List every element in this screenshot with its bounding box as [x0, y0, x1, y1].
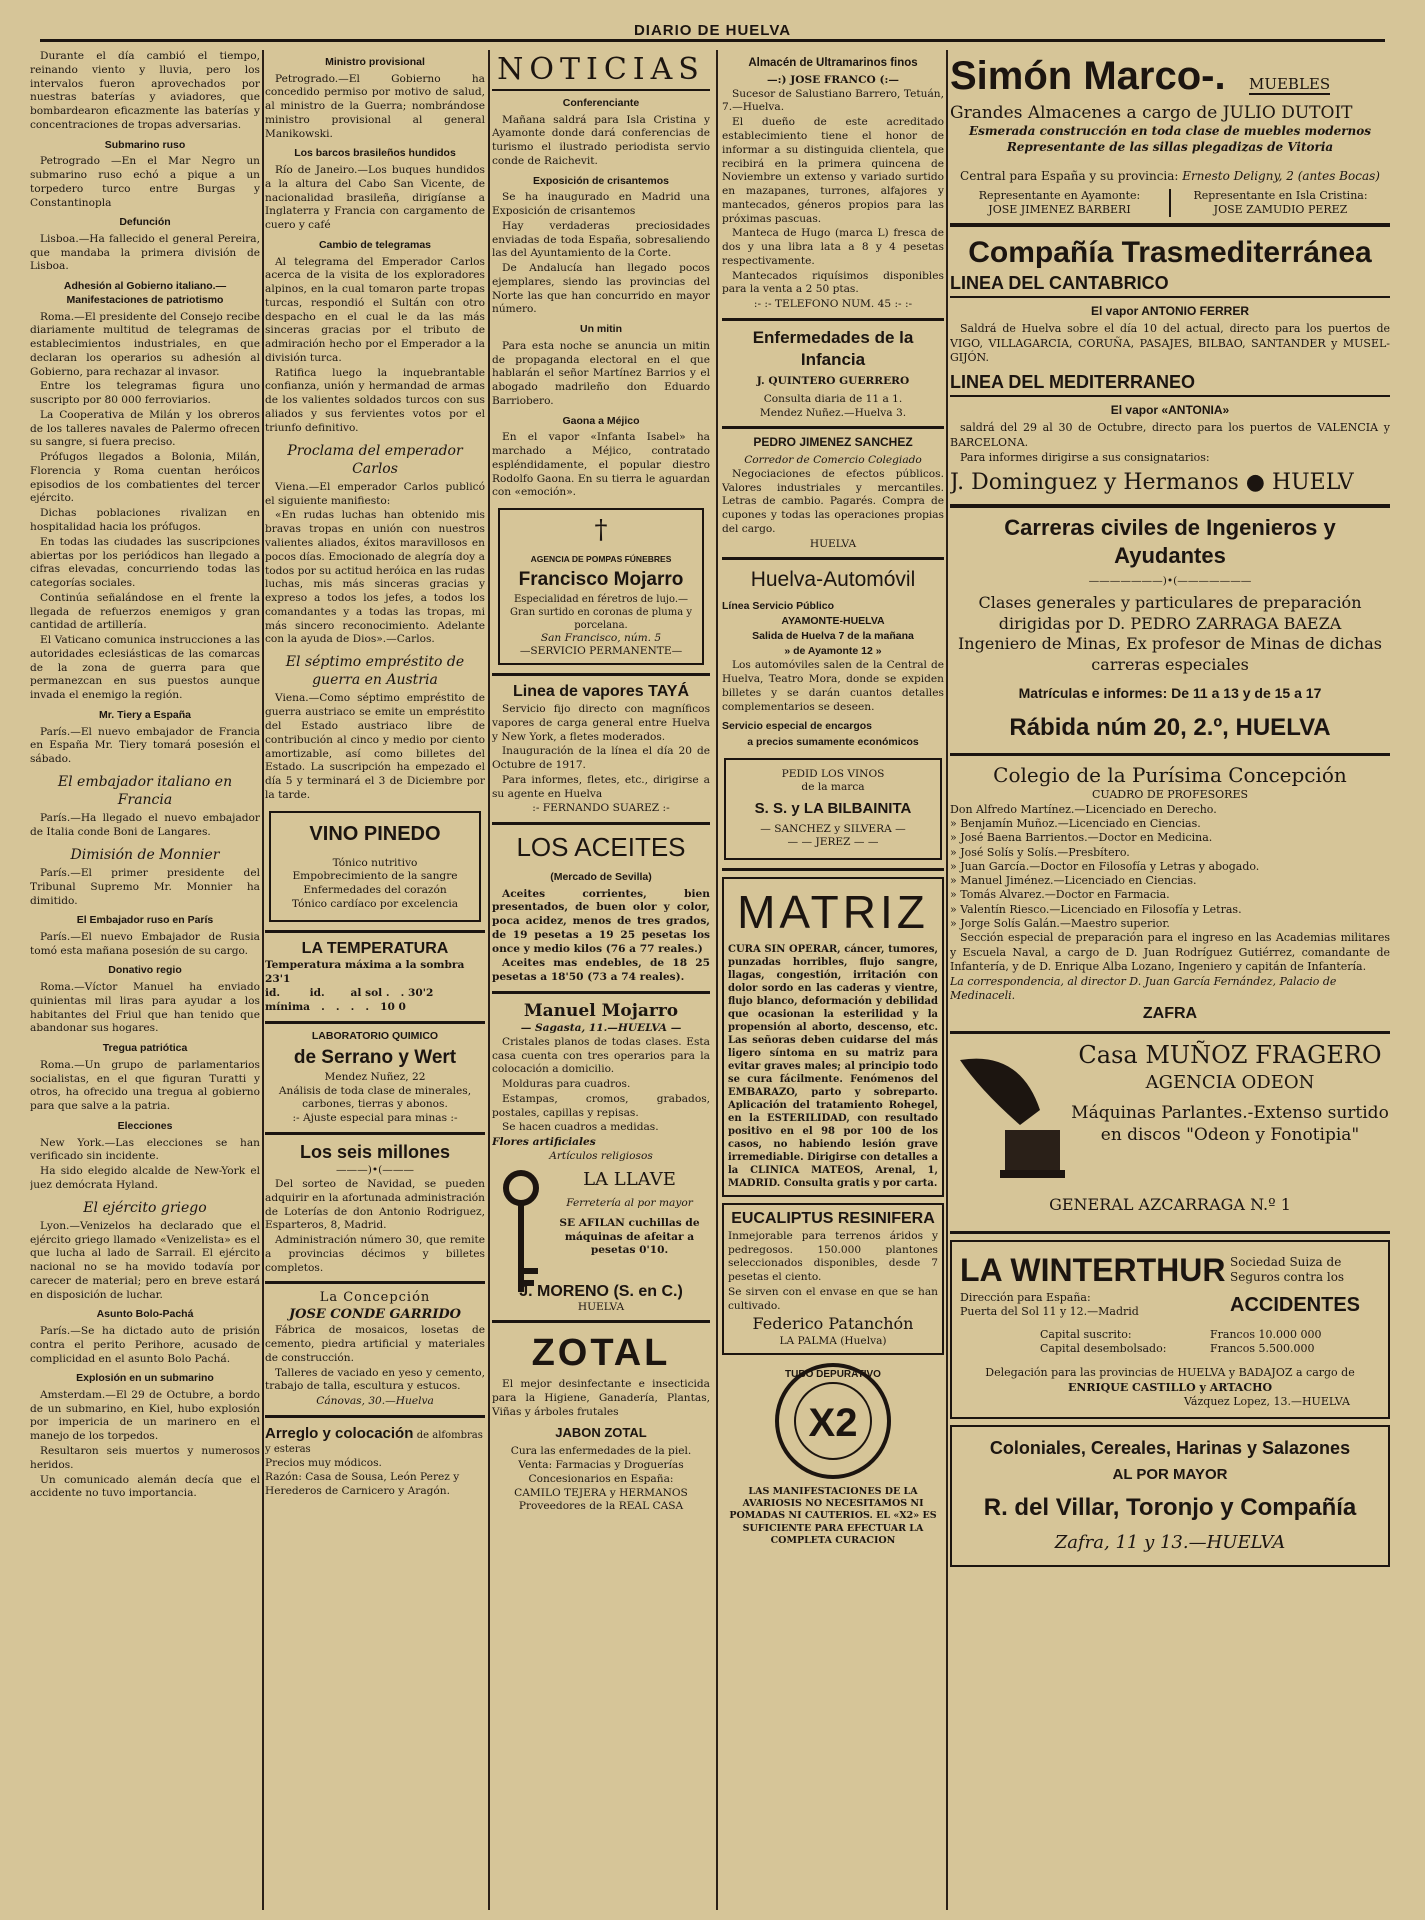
ad-line: Mendez Nuñez.—Huelva 3. — [759, 406, 907, 419]
article-heading: Proclama del emperador Carlos — [287, 442, 463, 477]
ad-city: HUELV — [1271, 470, 1354, 496]
ad-line: Ferretería al por mayor — [566, 1197, 693, 1210]
ad-title: EUCALIPTUS RESINIFERA — [731, 1209, 935, 1227]
ad-almacen — [722, 56, 944, 312]
ad-winterthur — [950, 1240, 1390, 1420]
ad-line: JOSE ZAMUDIO PEREZ — [1213, 203, 1348, 217]
ad-title: ZOTAL — [531, 1331, 671, 1374]
ad-sub: Línea Servicio Público — [722, 599, 835, 612]
ad-line: Consulta diaria de 11 a 1. — [763, 392, 903, 405]
ad-line: Servicio especial de encargos — [722, 720, 872, 733]
article-heading: El embajador italiano en Francia — [57, 773, 233, 809]
ad-text: Sección especial de preparación para el ingreso en las Academias militares y Escuela Naval, a cargo de D. Juan Rodríguez Gutiérrez, comandante de Infantería, y de D. Enrique Alba Lozano, Ingeniero y capitán de Infantería. — [950, 931, 1390, 973]
ad-seis-millones — [265, 1141, 485, 1276]
article-paragraph: Viena.—El emperador Carlos publicó el siguiente manifiesto: — [265, 480, 485, 507]
column-rule — [716, 50, 718, 1910]
temperature-max: Temperatura máxima a la sombra 23'1 — [265, 959, 465, 986]
ad-title: Arreglo y colocación — [265, 1424, 414, 1442]
ad-text: LAS MANIFESTACIONES DE LA AVARIOSIS NO NECESITAMOS NI POMADAS NI CAUTERIOS. EL «X2» ES SUFICIENTE PARA EFECTUAR LA COMPLETA CURACION — [729, 1485, 937, 1547]
x2-seal-ring: TUBO DEPURATIVO — [785, 1368, 881, 1380]
divider — [265, 1021, 485, 1024]
ad-text: Administración número 30, que remite a provincias décimos y billetes completos. — [265, 1234, 485, 1274]
ad-title: Compañía Trasmediterránea — [968, 236, 1372, 270]
article-paragraph: Al telegrama del Emperador Carlos acerca de la visita de los exploradores alpinos, en la cual tomaron parte tropas turcas, respondió el Sultán con otro despacho en el cual le da las más sinceras gracias por el tributo de admiración hecho por el Emperador a la división turca. — [265, 255, 485, 364]
ad-title: Carreras civiles de Ingenieros y Ayudantes — [1004, 514, 1336, 569]
article-paragraph: Entre los telegramas figura uno suscripto por 80 000 ferroviarios. — [30, 380, 260, 407]
article-heading: Gaona a Méjico — [562, 414, 640, 427]
article-paragraph: New York.—Las elecciones se han verificado sin incidente. — [30, 1136, 260, 1163]
ad-text: Matrículas e informes: De 11 a 13 y de 15 a 17 — [1018, 684, 1322, 701]
divider — [492, 673, 710, 676]
divider — [492, 1320, 710, 1323]
ad-line: El vapor ANTONIO FERRER — [1090, 303, 1250, 318]
ad-text: Molduras para cuadros. — [502, 1078, 631, 1091]
ad-sub: JABON ZOTAL — [555, 1425, 647, 1441]
temperature-sun: id. id. al sol . . 30'2 — [265, 986, 434, 999]
ad-line: Capital desembolsado: — [1040, 1342, 1167, 1356]
ad-sub: AL POR MAYOR — [1112, 1465, 1228, 1483]
ad-text: Clases generales y particulares de preparación dirigidas por D. PEDRO ZARRAGA BAEZA — [978, 592, 1362, 633]
article-heading: El Embajador ruso en París — [76, 914, 214, 927]
article-paragraph: Prófugos llegados a Bolonia, Milán, Florencia y Roma cuentan heróicos episodios de los combatientes del tercer ejército. — [30, 451, 260, 505]
ad-name: Francisco Mojarro — [518, 569, 684, 591]
ad-title: Enfermedades de la Infancia — [752, 327, 914, 370]
ad-text: Razón: Casa de Sousa, León Perez y Herederos de Carnicero y Aragón. — [265, 1470, 460, 1497]
article-paragraph: En el vapor «Infanta Isabel» ha marchado a Méjico, contratado espléndidamente, el popular diestro Rodolfo Gaona. En su tierra le aguardan con «emoción». — [492, 431, 710, 499]
ad-matriz — [722, 877, 944, 1197]
ad-text: Especialidad en féretros de lujo.—Gran surtido en coronas de pluma y porcelana. — [509, 593, 692, 631]
article-paragraph: Ha sido elegido alcalde de New-York el juez demócrata Hyland. — [30, 1165, 260, 1191]
ad-text: Servicio fijo directo con magníficos vapores de carga general entre Huelva y New York, a fletes moderados. — [492, 703, 710, 743]
ad-text: Estampas, cromos, grabados, postales, capillas y repisas. — [492, 1092, 710, 1119]
divider — [492, 991, 710, 994]
ad-line: Francos 5.500.000 — [1210, 1342, 1315, 1356]
article-paragraph: Lyon.—Venizelos ha declarado que el ejército griego llamado «Venizelista» es el que lucha al lado de Sarrail. El ejército nacional no se ha movido todavía por carecer de material; pero en breve estará en disposición de luchar. — [30, 1219, 260, 1301]
ad-line: Máquinas Parlantes.-Extenso surtido — [1071, 1103, 1389, 1124]
ad-side: MUEBLES — [1248, 75, 1331, 93]
ad-munoz-fragero — [950, 1040, 1390, 1225]
ad-line: — — JEREZ — — — [787, 836, 879, 849]
ad-sub: AGENCIA DE POMPAS FÚNEBRES — [530, 553, 672, 564]
article-heading: Tregua patriótica — [102, 1042, 188, 1055]
temperature-min: mínima . . . . 10 0 — [265, 1000, 406, 1013]
article-paragraph: París.—Se ha dictado auto de prisión contra el perito Perihore, acusado de complicidad en el asunto Bolo Pachá. — [30, 1324, 260, 1365]
ad-x2 — [722, 1361, 944, 1547]
ad-line: Esmerada construcción en toda clase de muebles modernos — [968, 124, 1372, 139]
article-heading: Mr. Tiery a España — [98, 708, 192, 721]
ad-text: Análisis de toda clase de minerales, carbones, tierras y abonos. — [278, 1084, 472, 1111]
ad-sub: Corredor de Comercio Colegiado — [744, 454, 922, 467]
bullet-icon: ● — [1245, 470, 1265, 496]
ad-text: ENRIQUE CASTILLO y ARTACHO — [1067, 1380, 1273, 1394]
ad-title: LA WINTERTHUR — [960, 1251, 1226, 1288]
ad-text: Fábrica de mosaicos, losetas de cemento, piedra artificial y materiales de construcción. — [265, 1324, 485, 1364]
professor-item: » Benjamín Muñoz.—Licenciado en Ciencias. — [950, 816, 1201, 830]
column-rule — [488, 50, 490, 1910]
x2-seal-icon — [758, 1361, 908, 1481]
ad-name: J. Dominguez y Hermanos — [950, 470, 1239, 496]
ad-text: Cura las enfermedades de la piel. — [510, 1445, 692, 1458]
ad-address: San Francisco, núm. 5 — [540, 631, 662, 644]
ad-agent: :- FERNANDO SUAREZ :- — [532, 802, 670, 815]
ad-city: HUELVA — [577, 1300, 625, 1313]
ad-text: Vázquez Lopez, 13.—HUELVA — [1183, 1394, 1350, 1408]
divider — [950, 223, 1390, 227]
ad-title: VINO PINEDO — [309, 822, 441, 845]
ad-title: Linea de vapores TAYÁ — [512, 683, 690, 701]
news-column-1 — [30, 50, 260, 1910]
ad-line: Tónico cardíaco por excelencia — [291, 897, 459, 910]
ad-line: Francos 10.000 000 — [1210, 1327, 1322, 1341]
ad-manuel-mojarro — [492, 1000, 710, 1164]
ad-city: ZAFRA — [1142, 1004, 1198, 1022]
ad-vinos — [724, 758, 942, 861]
ad-address: GENERAL AZCARRAGA N.º 1 — [1049, 1194, 1291, 1214]
divider — [265, 1132, 485, 1135]
article-paragraph: Roma.—El presidente del Consejo recibe diariamente multitud de telegramas de establecimientos industriales, en que declaran los operarios su adhesión al Gobierno, para rechazar al invasor. — [30, 310, 260, 378]
article-heading: Elecciones — [117, 1119, 173, 1132]
ad-text: Aceites corrientes, bien presentados, de buen olor y color, poca acidez, menos de tres grados, de 19 pesetas a 19 25 pesetas los once y medio kilos (76 a 77 reales.) — [492, 887, 710, 955]
ad-title: Casa MUÑOZ FRAGERO — [1078, 1040, 1382, 1069]
article-heading: Asunto Bolo-Pachá — [96, 1308, 194, 1321]
ad-line: Tónico nutritivo — [332, 856, 418, 869]
ad-enfermedades — [722, 327, 944, 420]
professor-item: » José Solís y Solís.—Presbítero. — [950, 845, 1130, 859]
ad-title: Los seis millones — [299, 1141, 451, 1162]
ad-zotal — [492, 1329, 710, 1514]
ad-simon-marco — [950, 50, 1390, 217]
ad-address: Cánovas, 30.—Huelva — [316, 1395, 434, 1408]
ad-address: — Sagasta, 11.—HUELVA — — [520, 1022, 682, 1035]
article-paragraph: Petrogrado —En el Mar Negro un submarino ruso echó a pique a un torpedero turco entre Burgas y Constantinopla — [30, 155, 260, 209]
ornament-icon: ———————)•(——————— — [1088, 575, 1252, 587]
ad-text: Manteca de Hugo (marca L) fresca de dos y una libra lata a 8 y 4 pesetas respectivamente. — [722, 227, 944, 267]
ad-title: Coloniales, Cereales, Harinas y Salazones — [989, 1438, 1351, 1459]
ad-sub: CUADRO DE PROFESORES — [1091, 788, 1249, 802]
divider — [722, 557, 944, 560]
article-heading: Conferenciante — [562, 97, 640, 109]
ad-coloniales — [950, 1425, 1390, 1566]
ad-text: Precios muy módicos. — [265, 1457, 382, 1470]
divider — [950, 1231, 1390, 1234]
article-heading: El ejército griego — [83, 1199, 207, 1216]
ad-colegio — [950, 762, 1390, 1024]
article-paragraph: Ratifica luego la inquebrantable confianza, unión y hermandad de armas de los valientes soldados turcos con sus aliados y sus fervientes votos por el triunfo definitivo. — [265, 366, 485, 434]
ad-title: Huelva-Automóvil — [750, 568, 916, 592]
article-heading: Explosión en un submarino — [76, 1372, 214, 1385]
divider — [492, 822, 710, 825]
professor-item: » Manuel Jiménez.—Licenciado en Ciencias. — [950, 874, 1197, 888]
ad-separator: ———)•(——— — [335, 1164, 415, 1177]
ad-text: Saldrá de Huelva sobre el día 10 del actual, directo para los puertos de VIGO, VILLAGARCIA, CORUÑA, PASAJES, BILBAO, SANTANDER y MUSEL-GIJÓN. — [950, 322, 1390, 365]
article-paragraph: Petrogrado.—El Gobierno ha concedido permiso por motivo de salud, al ministro de la Guerra; nombrándose ministro provisional al general Manikowski. — [265, 72, 485, 140]
ad-aceites — [492, 831, 710, 985]
ad-title: S. S. y LA BILBAINITA — [754, 800, 912, 818]
x2-seal-text: X2 — [808, 1400, 858, 1445]
ad-name: R. del Villar, Toronjo y Compañía — [983, 1494, 1357, 1522]
article-paragraph: El Vaticano comunica instrucciones a las autoridades eclesiásticas de las comarcas de la zona de guerra para que permanezcan en sus puestos aunque invada el enemigo la región. — [30, 634, 260, 702]
article-paragraph: «En rudas luchas han obtenido mis bravas tropas en unión con nuestros valientes aliados, éxitos maravillosos en pocos días. Emocionado de alegría doy a todos por su actitud heróica en las rudas luchas, mis más sinceras gracias y expreso a todos los jefes, a todos los comandantes y a todas las tropas, mi más sincero reconocimiento. Adelante con la ayuda de Dios».—Carlos. — [265, 509, 485, 646]
ad-text: Los automóviles salen de la Central de Huelva, Teatro Mora, donde se expiden billetes y se darán cuantos detalles complementarios se deseen. — [722, 659, 944, 713]
article-paragraph: En todas las ciudades las suscripciones abiertas por los periódicos han llegado a cifras elevadas, concurriendo todas las categorías sociales. — [30, 535, 260, 590]
ad-line: Flores artificiales — [492, 1136, 596, 1149]
ad-title: La Concepción — [319, 1290, 431, 1306]
ad-text: El mejor desinfectante e insecticida para la Higiene, Ganadería, Plantas, Viñas y árboles frutales — [492, 1378, 710, 1418]
ad-line: Enfermedades del corazón — [303, 884, 447, 897]
ad-name: —:) JOSE FRANCO (:— — [767, 73, 899, 86]
ad-line: LINEA DEL CANTABRICO — [950, 272, 1390, 297]
ad-text: CURA SIN OPERAR, cáncer, tumores, punzadas horribles, flujo sangre, llagas, congestión, irritación con dolor sordo en las caderas y vientre, flujo blanco, deformación y debilidad que ocasionan la esterilidad y la propensión al aborto, descenso, etc. Las señoras deben cuidarse del más ligero síntoma en su matriz para evitar graves males; al principio todo se cura fácilmente. Fenómenos del EMBARAZO, parto y sobreparto. Aplicación del tratamiento Rohegel, en la ESTERILIDAD, con resultado positivo en el 98 por 100 de los casos, no habiendo lesión grave irremediable. Dirigirse con detalles a la CLINICA MATEOS, Arenal, 1, MADRID. Consulta gratis y por carta. — [728, 943, 938, 1189]
ad-phone: :- :- TELEFONO NUM. 45 :- :- — [753, 298, 913, 311]
ad-line: Puerta del Sol 11 y 12.—Madrid — [960, 1305, 1139, 1319]
professor-item: » Juan García.—Doctor en Filosofía y Letras y abogado. — [950, 859, 1260, 873]
noticias-title: NOTICIAS — [492, 50, 710, 91]
article-paragraph: Viena.—Como séptimo empréstito de guerra austriaco se emite un empréstito del Estado austriaco libre de contribución al cinco y medio por ciento amortizable, así como billetes del Estado. La suscripción ha empezado el día 5 y terminará el 3 de Diciembre por la tarde. — [265, 692, 485, 801]
noticias-articles — [492, 97, 710, 500]
ad-title: LOS ACEITES — [516, 832, 686, 863]
ad-address: Zafra, 11 y 13.—HUELVA — [1054, 1532, 1286, 1554]
ad-name: JOSE CONDE GARRIDO — [288, 1307, 462, 1323]
article-heading: Submarino ruso — [104, 138, 186, 151]
ad-text: Para informes dirigirse a sus consignatarios: — [960, 450, 1210, 464]
column-rule — [262, 50, 264, 1910]
article-paragraph: Resultaron seis muertos y numerosos heridos. — [30, 1444, 260, 1471]
ad-text: Cristales planos de todas clases. Esta casa cuenta con tres operarios para la colocación a domicilio. — [492, 1035, 710, 1076]
ad-text: Venta: Farmacias y Droguerías — [518, 1459, 684, 1472]
ad-text: Se hacen cuadros a medidas. — [502, 1121, 659, 1134]
ad-sub: (Mercado de Sevilla) — [550, 870, 652, 883]
ad-line: Capital suscrito: — [1040, 1327, 1132, 1341]
professor-item: Don Alfredo Martínez.—Licenciado en Derecho. — [950, 802, 1217, 816]
ad-line: Representante en Ayamonte: — [978, 188, 1141, 202]
ad-line: JOSE JIMENEZ BARBERI — [988, 203, 1131, 217]
news-column-4 — [722, 50, 944, 1910]
article-heading: El séptimo empréstito de guerra en Austria — [285, 654, 465, 689]
article-paragraph: París.—El primer presidente del Tribunal Supremo Mr. Monnier ha dimitido. — [30, 866, 260, 907]
article-paragraph: Para esta noche se anuncia un mitin de propaganda electoral en el que hablarán el señor Martínez Barrios y el abogado madrileño don Eduardo Barriobero. — [492, 339, 710, 407]
ad-text: saldrá del 29 al 30 de Octubre, directo para los puertos de VALENCIA y BARCELONA. — [950, 421, 1390, 449]
ad-line: Grandes Almacenes a cargo de JULIO DUTOIT — [950, 103, 1353, 123]
ad-title: PEDRO JIMENEZ SANCHEZ — [753, 435, 913, 450]
ad-title: Colegio de la Purísima Concepción — [993, 763, 1347, 788]
ad-name: Federico Patanchón — [752, 1314, 914, 1334]
news-column-2 — [265, 50, 485, 1910]
divider — [950, 753, 1390, 756]
cross-icon: † — [594, 515, 608, 546]
ad-huelva-automovil — [722, 566, 944, 749]
article-paragraph: Un comunicado alemán decía que el accidente no tuvo importancia. — [30, 1473, 260, 1500]
temperature-title: LA TEMPERATURA — [301, 939, 449, 957]
ad-text: Proveedores de la REAL CASA — [518, 1500, 684, 1513]
ad-text: Sucesor de Salustiano Barrero, Tetuán, 7.—Huelva. — [722, 87, 944, 114]
ad-line: — SANCHEZ y SILVERA — — [760, 822, 906, 835]
article-heading: Los barcos brasileños hundidos — [294, 147, 456, 160]
article-heading: Cambio de telegramas — [318, 238, 432, 251]
divider — [722, 318, 944, 321]
ad-side: de alfombras y esteras — [265, 1429, 483, 1456]
ad-line: SE AFILAN cuchillas de máquinas de afeitar a pesetas 0'10. — [559, 1216, 700, 1257]
divider — [722, 426, 944, 429]
ad-taya — [492, 682, 710, 816]
ad-title: MATRIZ — [737, 886, 929, 939]
article-heading: Exposición de crisantemos — [533, 174, 669, 187]
article-paragraph: Mañana saldrá para Isla Cristina y Ayamonte donde dará conferencias de turismo el ilustrado periodista servio conde de Raichevit. — [492, 113, 710, 167]
ad-name: J. MORENO (S. en C.) — [519, 1282, 683, 1300]
ad-text: Mantecados riquísimos disponibles para la venta a 2 50 ptas. — [722, 269, 944, 296]
article-paragraph: La Cooperativa de Milán y los obreros de los talleres navales de Palermo ofrecen su sangre, si fuera preciso. — [30, 408, 260, 449]
ad-line: Ernesto Deligny, 2 (antes Bocas) — [1182, 169, 1380, 184]
article-paragraph: Lisboa.—Ha fallecido el general Pereira, que mandaba la primera división de Lisboa. — [30, 232, 260, 273]
ad-text: Aceites mas endebles, de 18 25 pesetas a 18'50 (73 a 74 reales). — [492, 957, 710, 984]
article-paragraph: De Andalucía han llegado pocos ejemplares, siendo las provincias del Norte las que han concurrido en mayor número. — [492, 262, 710, 316]
ad-trasmediterranea — [950, 233, 1390, 497]
ad-text: Se sirven con el envase en que se han cultivado. — [728, 1285, 938, 1312]
ad-sub: AGENCIA ODEON — [1145, 1071, 1315, 1093]
ad-line: Dirección para España: — [960, 1291, 1091, 1305]
ad-line: El vapor «ANTONIA» — [1110, 402, 1230, 417]
article-paragraph: Dichas poblaciones rivalizan en hospitalidad hacia los prófugos. — [30, 507, 260, 533]
ad-title: Simón Marco-. — [950, 54, 1226, 98]
ad-line: en discos "Odeon y Fonotipia" — [1100, 1125, 1360, 1146]
ad-text: Inauguración de la línea el día 20 de Octubre de 1917. — [492, 745, 710, 772]
article-heading: Adhesión al Gobierno italiano.—Manifestaciones de patriotismo — [63, 280, 227, 306]
ad-eucaliptus — [722, 1203, 944, 1355]
ad-text: Inmejorable para terrenos áridos y pedregosos. 150.000 plantones seleccionados disponibles, desde 7 pesetas el ciento. — [728, 1229, 938, 1284]
ad-city: LA PALMA (Huelva) — [779, 1335, 887, 1348]
ad-route: AYAMONTE-HUELVA — [781, 615, 885, 628]
article-heading: Ministro provisional — [325, 56, 425, 68]
ad-la-llave — [492, 1164, 710, 1314]
ad-line: de la marca — [801, 781, 865, 794]
ad-name: J. QUINTERO GUERRERO — [756, 375, 910, 388]
temperature-box — [265, 939, 485, 1015]
ad-text: Negociaciones de efectos públicos. Valores industriales y mercantiles. Letras de cambio. Pagarés. Compra de cupones y todas las operaciones propias del cargo. — [722, 467, 944, 535]
article-heading: Donativo regio — [108, 964, 182, 977]
ad-line: Central para España y su provincia: — [960, 169, 1179, 184]
masthead: DIARIO DE HUELVA — [40, 22, 1385, 42]
ad-line: LINEA DEL MEDITERRANEO — [950, 371, 1390, 396]
ad-text: La correspondencia, al director D. Juan García Fernández, Palacio de Medinaceli. — [950, 975, 1337, 1003]
article-paragraph: Hay verdaderas preciosidades enviadas de toda España, sobresaliendo las del Ayuntamiento de la Corte. — [492, 219, 710, 260]
ad-text: Concesionarios en España: — [528, 1472, 674, 1485]
ad-text: El dueño de este acreditado establecimiento tiene el honor de informar a su distinguida clientela, que recibirá en la primera quincena de Noviembre un extenso y variado surtido en mazapanes, turrones, alfajores y mantecados, géneros propios para las próximas pascuas. — [722, 116, 944, 225]
ad-title: Almacén de Ultramarinos finos — [748, 57, 918, 69]
professor-item: » Valentín Riesco.—Licenciado en Filosofía y Letras. — [950, 902, 1242, 916]
ad-text: Talleres de vaciado en yeso y cemento, trabajo de talla, escultura y estucos. — [265, 1366, 485, 1393]
article-heading: Dimisión de Monnier — [70, 846, 220, 863]
ad-address: Mendez Nuñez, 22 — [324, 1070, 426, 1083]
ad-line: » de Ayamonte 12 » — [784, 644, 882, 657]
professor-list — [950, 803, 1390, 932]
divider — [950, 1031, 1390, 1034]
gramophone-icon — [950, 1050, 1070, 1190]
ad-line: Representante de las sillas plegadizas de Vitoria — [1006, 139, 1334, 154]
article-paragraph: Río de Janeiro.—Los buques hundidos a la altura del Cabo San Vicente, de nacionalidad brasileña, dirigíanse a Inglaterra y Francia con cargamento de cuero y café — [265, 164, 485, 232]
ad-text: Ingeniero de Minas, Ex profesor de Minas de dichas carreras especiales — [957, 634, 1382, 675]
news-column-3 — [492, 50, 710, 1910]
ad-service: —SERVICIO PERMANENTE— — [519, 645, 683, 658]
article-paragraph: Durante el día cambió el tiempo, reinando viento y lluvia, pero los intervalos fueron aprovechados por nuestras baterías y aviadores, que bombardearon eficazmente las baterías y concentraciones de tropas adversarias. — [30, 50, 260, 131]
ad-name: de Serrano y Wert — [293, 1047, 457, 1069]
article-paragraph: París.—Ha llegado el nuevo embajador de Italia conde Boni de Langares. — [30, 812, 260, 839]
ad-text: CAMILO TEJERA y HERMANOS — [514, 1486, 688, 1499]
article-heading: Un mitin — [580, 323, 622, 336]
ad-line: Salida de Huelva 7 de la mañana — [752, 629, 914, 642]
ad-laboratorio — [265, 1030, 485, 1126]
ad-concepcion — [265, 1290, 485, 1408]
article-paragraph: París.—El nuevo embajador de Francia en España Mr. Tiery tomará posesión el sábado. — [30, 725, 260, 766]
column-rule — [946, 50, 948, 1910]
news-column-2-articles — [265, 56, 485, 803]
article-paragraph: Se ha inaugurado en Madrid una Exposición de crisantemos — [492, 191, 710, 218]
divider — [950, 504, 1390, 508]
ad-accidentes: ACCIDENTES — [1230, 1294, 1361, 1317]
article-paragraph: Continúa señalándose en el frente la llegada de refuerzos enemigos y gran cantidad de artillería. — [30, 591, 260, 632]
divider — [265, 930, 485, 933]
divider — [265, 1281, 485, 1284]
ad-vino-pinedo — [269, 811, 481, 922]
professor-item: » Jorge Solís Galán.—Maestro superior. — [950, 917, 1170, 930]
ad-line: Artículos religiosos — [549, 1149, 653, 1162]
professor-item: » José Baena Barrientos.—Doctor en Medicina. — [950, 831, 1213, 845]
ad-title: LA LLAVE — [583, 1168, 676, 1190]
ad-text: :- Ajuste especial para minas :- — [292, 1112, 458, 1125]
professor-item: » Tomás Alvarez.—Doctor en Farmacia. — [950, 888, 1170, 902]
ad-pompas-funebres — [498, 508, 704, 665]
ad-city: HUELVA — [809, 537, 857, 550]
ad-text: Para informes, fletes, etc., dirigirse a su agente en Huelva — [492, 773, 710, 800]
ad-text: Delegación para las provincias de HUELVA y BADAJOZ a cargo de — [985, 1366, 1355, 1380]
ad-address: Rábida núm 20, 2.º, HUELVA — [1009, 714, 1331, 742]
ad-carreras — [950, 514, 1390, 744]
ad-line: Representante en Isla Cristina: — [1193, 188, 1368, 202]
divider — [722, 868, 944, 871]
ad-line: PEDID LOS VINOS — [781, 767, 885, 780]
ad-arreglo — [265, 1424, 485, 1499]
ads-column-5 — [950, 50, 1390, 1910]
ad-title: Manuel Mojarro — [523, 1000, 679, 1021]
article-paragraph: París.—El nuevo Embajador de Rusia tomó esta mañana posesión de su cargo. — [30, 930, 260, 957]
article-paragraph: Roma.—Víctor Manuel ha enviado quinientas mil liras para ayudar a los habitantes del Friul que han tenido que abandonar sus hogares. — [30, 981, 260, 1035]
article-paragraph: Roma.—Un grupo de parlamentarios socialistas, en el que figuran Turatti y otros, ha ofrecido una tregua al gobierno para que salve a la patria. — [30, 1058, 260, 1113]
ad-side: Sociedad Suiza de Seguros contra los — [1230, 1254, 1345, 1285]
divider — [265, 1415, 485, 1418]
article-paragraph: Amsterdam.—El 29 de Octubre, a bordo de un submarino, en Kiel, hubo explosión por impericia de un marinero en el manejo de los torpedos. — [30, 1388, 260, 1443]
article-heading: Defunción — [119, 216, 171, 229]
ad-title: LABORATORIO QUIMICO — [311, 1029, 439, 1042]
ad-line: a precios sumamente económicos — [747, 735, 919, 748]
ad-line: Empobrecimiento de la sangre — [292, 870, 458, 883]
ad-pedro-jimenez — [722, 435, 944, 551]
ad-text: Del sorteo de Navidad, se pueden adquirir en la afortunada administración de Loterías de don Antonio Rodriguez, Esparteros, 8, Madrid. — [265, 1178, 485, 1232]
